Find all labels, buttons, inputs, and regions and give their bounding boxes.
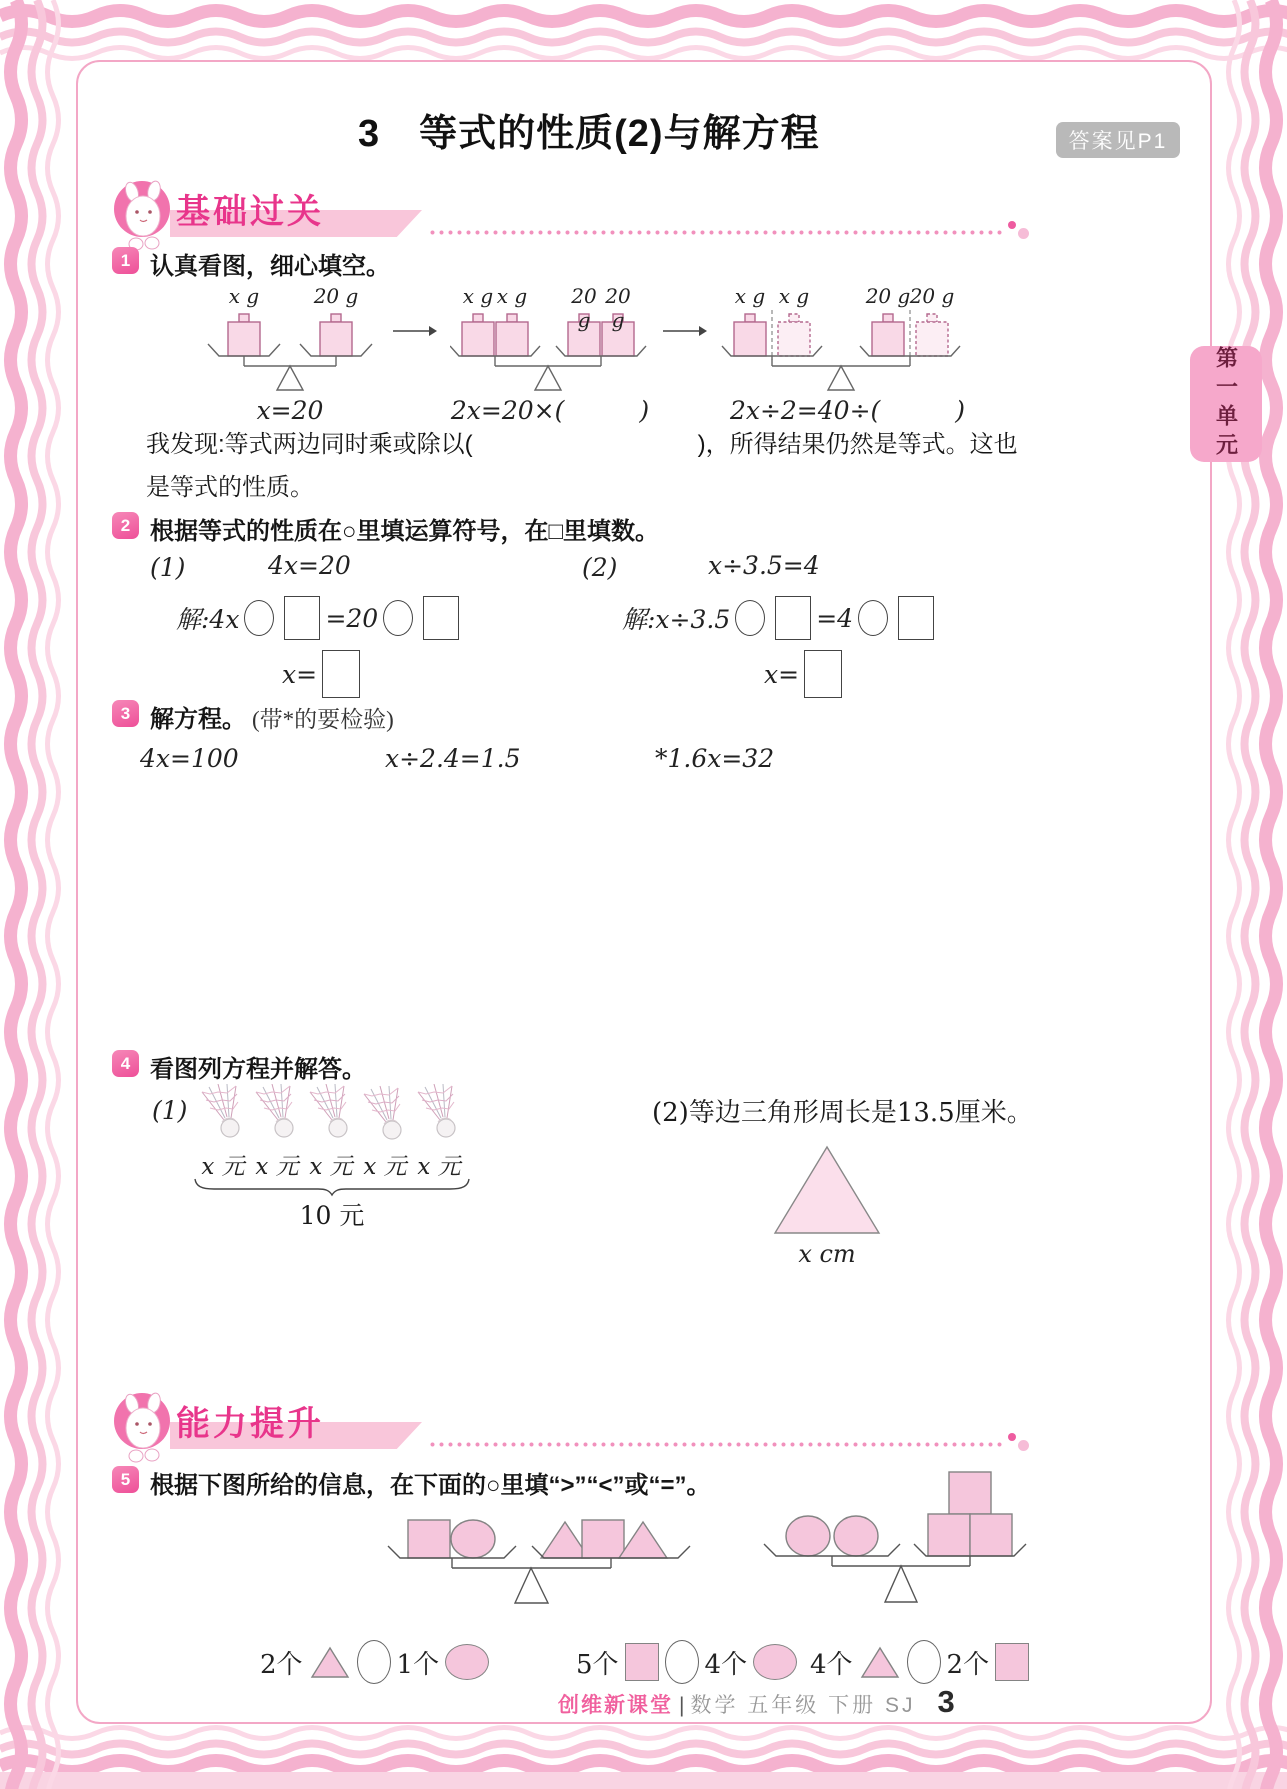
solve-mid: =4 (816, 603, 854, 633)
comparison-circle-slot (665, 1640, 699, 1684)
weight-label: x g (228, 284, 260, 308)
count-label: 1个 (396, 1649, 440, 1680)
balance-equation: 2x÷2=40÷( ) (729, 396, 966, 425)
problem-4-item2-text: (2)等边三角形周长是13.5厘米。 (652, 1098, 1033, 1128)
balance-scale-graphic (720, 310, 975, 394)
weight-label: 20 g (571, 284, 597, 332)
problem-4-item1-label: (1) (152, 1096, 188, 1125)
comparison-2 (576, 1640, 797, 1684)
number-square-slot (775, 596, 811, 640)
problem-1-finding-line2: 是等式的性质。 (146, 474, 314, 501)
equilateral-triangle (772, 1144, 882, 1236)
operator-circle-slot (858, 600, 888, 636)
problem-5-text: 根据下图所给的信息，在下面的○里填“>”“<”或“=”。 (150, 1472, 711, 1499)
square-shape (625, 1643, 659, 1681)
solve-mid: =20 (325, 603, 379, 633)
problem-2-item2-equation: x÷3.5=4 (708, 551, 820, 580)
operator-circle-slot (735, 600, 765, 636)
shape-balance-a (378, 1506, 698, 1606)
x-equals: x= (764, 659, 800, 689)
finding-suffix: )，所得结果仍然是等式。这也 (697, 431, 1018, 458)
balance-equation: x=20 (256, 396, 324, 425)
underbrace (192, 1176, 472, 1198)
square-shape (995, 1643, 1029, 1681)
divider-dot (1018, 1440, 1029, 1451)
x-equals: x= (282, 659, 318, 689)
count-label: 4个 (704, 1649, 748, 1680)
problem-4-text: 看图列方程并解答。 (150, 1056, 366, 1083)
divider-dot (1018, 228, 1029, 239)
unit-side-tab (1190, 346, 1262, 462)
number-square-slot (898, 596, 934, 640)
count-label: 2个 (260, 1649, 303, 1680)
problem-1-badge: 1 (112, 247, 139, 274)
problem-2-item1-label: (1) (150, 553, 186, 582)
balance-scale-2 (450, 284, 650, 425)
shuttlecocks-image (200, 1084, 470, 1144)
shape-balance-b (758, 1466, 1038, 1606)
balance-equation: 2x=20×( ) (450, 396, 650, 425)
problem-3-badge: 3 (112, 700, 139, 727)
triangle-side-label: x cm (798, 1240, 856, 1268)
section-title-advanced: 能力提升 (176, 1405, 324, 1443)
page-footer (558, 1684, 955, 1720)
section-title-basic: 基础过关 (176, 193, 324, 231)
page-title: 3 等式的性质(2)与解方程 (358, 113, 820, 155)
divider-dot (1008, 221, 1016, 229)
number-square-slot (423, 596, 459, 640)
problem-3-note: (带*的要检验) (252, 707, 394, 732)
problem-5-badge: 5 (112, 1466, 139, 1493)
weight-label: 20 g (909, 284, 955, 308)
problem-2-badge: 2 (112, 512, 139, 539)
page-number: 3 (937, 1684, 955, 1719)
triangle-shape (309, 1644, 351, 1680)
solve-prefix: 解:4x (176, 605, 240, 634)
problem-4-badge: 4 (112, 1050, 139, 1077)
price-label: x 元 (255, 1154, 299, 1180)
problem-1-balances (200, 284, 975, 425)
weight-label: x g (496, 284, 528, 308)
problem-3-equation-3: *1.6x=32 (655, 744, 775, 773)
price-label: x 元 (363, 1154, 407, 1180)
problem-2-item2-label: (2) (582, 553, 618, 582)
problem-2-text: 根据等式的性质在○里填运算符号，在□里填数。 (150, 518, 659, 545)
comparison-circle-slot (907, 1640, 941, 1684)
number-square-slot (284, 596, 320, 640)
problem-2-item1-solve-line (176, 596, 464, 640)
footer-divider: | (679, 1694, 685, 1717)
price-label: x 元 (201, 1154, 245, 1180)
problem-2-item1-equation: 4x=20 (268, 551, 351, 580)
balance-scale-graphic (200, 310, 380, 394)
problem-2-item1-answer-line (282, 650, 365, 698)
weight-label: 20 g (605, 284, 631, 332)
oval-shape (753, 1644, 797, 1680)
comparison-circle-slot (357, 1640, 391, 1684)
arrow-icon (393, 324, 437, 338)
problem-2-item2-solve-line (622, 596, 939, 640)
count-label: 4个 (810, 1649, 853, 1680)
left-wave-border (0, 0, 70, 1789)
finding-prefix: 我发现:等式两边同时乘或除以( (146, 431, 473, 458)
operator-circle-slot (244, 600, 274, 636)
weight-label: 20 g (865, 284, 911, 308)
divider-dot (1008, 1433, 1016, 1441)
footer-info: 数学 五年级 下册 SJ (690, 1694, 916, 1717)
count-label: 2个 (946, 1649, 990, 1680)
problem-3-text (150, 699, 394, 734)
answer-reference-badge: 答案见P1 (1056, 122, 1180, 158)
problem-2-item2-answer-line (764, 650, 847, 698)
mascot-icon (112, 178, 172, 254)
solve-prefix: 解:x÷3.5 (622, 605, 731, 634)
problem-3-equation-2: x÷2.4=1.5 (385, 744, 521, 773)
balance-scale-1 (200, 284, 380, 425)
weight-label: x g (778, 284, 810, 308)
mascot-icon (112, 1390, 172, 1466)
footer-brand: 创维新课堂 (558, 1694, 673, 1717)
balance-scale-3 (720, 284, 975, 425)
price-label: x 元 (309, 1154, 353, 1180)
comparison-1 (260, 1640, 489, 1684)
problem-3-instruction: 解方程。 (150, 706, 246, 733)
arrow-icon (663, 324, 707, 338)
unit-side-tab-label: 第一单元 (1213, 346, 1239, 462)
total-price-label: 10 元 (299, 1201, 365, 1230)
answer-square-slot (804, 650, 842, 698)
weight-label: x g (462, 284, 494, 308)
weight-label: 20 g (313, 284, 359, 308)
problem-1-text: 认真看图，细心填空。 (150, 253, 390, 280)
comparison-3 (810, 1640, 1029, 1684)
answer-square-slot (322, 650, 360, 698)
triangle-shape (859, 1644, 901, 1680)
right-wave-border (1217, 0, 1287, 1789)
dotted-divider (430, 230, 1004, 235)
oval-shape (445, 1644, 489, 1680)
weight-label: x g (734, 284, 766, 308)
problem-1-finding-line1 (146, 424, 1018, 459)
dotted-divider (430, 1442, 1004, 1447)
operator-circle-slot (383, 600, 413, 636)
price-label: x 元 (417, 1154, 461, 1180)
count-label: 5个 (576, 1649, 619, 1680)
problem-3-equation-1: 4x=100 (140, 744, 239, 773)
